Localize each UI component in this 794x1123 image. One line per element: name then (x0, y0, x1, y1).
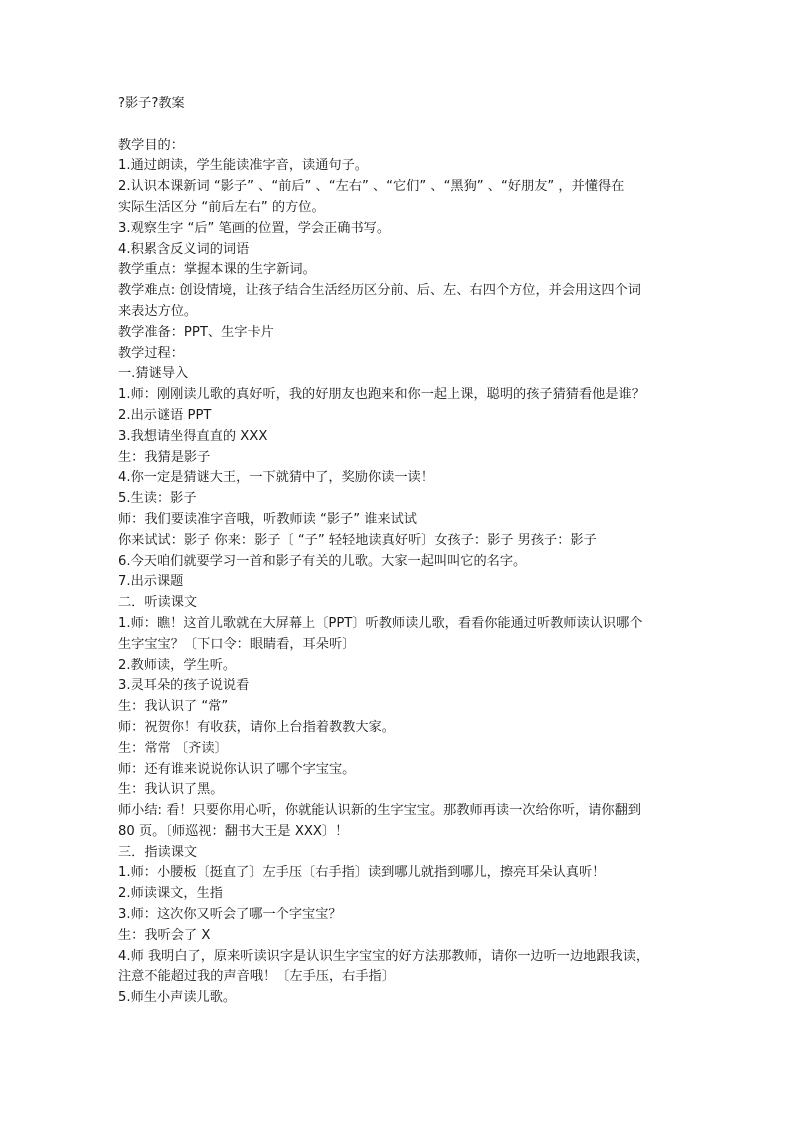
text-line: 师：祝贺你！有收获，请你上台指着教教大家。 (118, 719, 395, 735)
text-line: 5.师生小声读儿歌。 (118, 990, 237, 1006)
text-line: 3.师：这次你又听会了哪一个字宝宝？ (118, 907, 342, 923)
text-line: 3.我想请坐得直直的 XXX (118, 428, 268, 444)
text-line: 教学难点: 创设情境，让孩子结合生活经历区分前、后、左、右四个方位，并会用这四个词 (118, 283, 641, 299)
text-line: 三．指读课文 (118, 844, 198, 860)
text-line: 2.出示谜语 PPT (118, 407, 212, 423)
text-line: 你来试试：影子 你来：影子〔 “子” 轻轻地读真好听〕女孩子：影子 男孩子：影子 (118, 532, 597, 548)
title-spacer (118, 115, 688, 136)
text-line: 教学准备：PPT、生字卡片 (118, 324, 274, 340)
text-line: 实际生活区分 “前后左右” 的方位。 (118, 199, 325, 215)
text-line: 师：还有谁来说说你认识了哪个字宝宝。 (118, 761, 356, 777)
text-line: 2.师读课文，生指 (118, 886, 223, 902)
document-body (118, 136, 688, 1009)
text-line: 2.认识本课新词 “影子” 、“前后” 、“左右” 、“它们” 、“黑狗” 、“好朋友” ，并懂得在 (118, 179, 625, 195)
text-line: 6.今天咱们就要学习一首和影子有关的儿歌。大家一起叫叫它的名字。 (118, 553, 527, 569)
text-line: 7.出示课题 (118, 574, 184, 590)
text-line: 2.教师读，学生听。 (118, 657, 237, 673)
text-line: 4.师 我明白了，原来听读识字是认识生字宝宝的好方法那教师，请你一边听一边地跟我读， (118, 948, 650, 964)
text-line: 80 页。〔师巡视：翻书大王是 XXX〕！ (118, 823, 349, 839)
text-line: 注意不能超过我的声音哦！〔左手压，右手指〕 (118, 969, 395, 985)
document-title: ?影子?教案 (118, 96, 185, 111)
text-line: 教学目的： (118, 137, 184, 153)
text-line: 生：我认识了黑。 (118, 782, 224, 798)
text-line: 来表达方位。 (118, 303, 198, 319)
text-line: 1.通过朗读，学生能读准字音，读通句子。 (118, 158, 368, 174)
text-line: 生：我猜是影子 (118, 449, 211, 465)
text-line: 生：常常 〔齐读〕 (118, 740, 228, 756)
text-line: 1.师：瞧！这首儿歌就在大屏幕上〔PPT〕听教师读儿歌，看看你能通过听教师读认识哪个 (118, 615, 643, 631)
text-line: 3.观察生字 “后” 笔画的位置，学会正确书写。 (118, 220, 391, 236)
text-line: 1.师：小腰板〔挺直了〕左手压〔右手指〕读到哪儿就指到哪儿，擦亮耳朵认真听！ (118, 865, 606, 881)
text-line: 5.生读：影子 (118, 491, 197, 507)
text-line: 教学重点：掌握本课的生字新词。 (118, 262, 316, 278)
text-line: 师：我们要读准字音哦，听教师读 “影子” 谁来试试 (118, 511, 417, 527)
text-line: 师小结: 看！只要你用心听，你就能认识新的生字宝宝。那教师再读一次给你听，请你翻到 (118, 803, 641, 819)
text-line: 二．听读课文 (118, 595, 198, 611)
text-line: 4.你一定是猜谜大王，一下就猜中了，奖励你读一读！ (118, 470, 434, 486)
text-line: 一.猜谜导入 (118, 366, 189, 382)
document-page (118, 94, 688, 1009)
text-line: 1.师：刚刚读儿歌的真好听，我的好朋友也跑来和你一起上课，聪明的孩子猜猜看他是谁？ (118, 387, 645, 403)
text-line: 教学过程： (118, 345, 184, 361)
text-line: 生字宝宝？〔下口令：眼睛看，耳朵听〕 (118, 636, 356, 652)
text-line: 4.积累含反义词的词语 (118, 241, 250, 257)
text-line: 生：我听会了 X (118, 927, 211, 943)
text-line: 生：我认识了 “常” (118, 699, 229, 715)
text-line: 3.灵耳朵的孩子说说看 (118, 678, 250, 694)
